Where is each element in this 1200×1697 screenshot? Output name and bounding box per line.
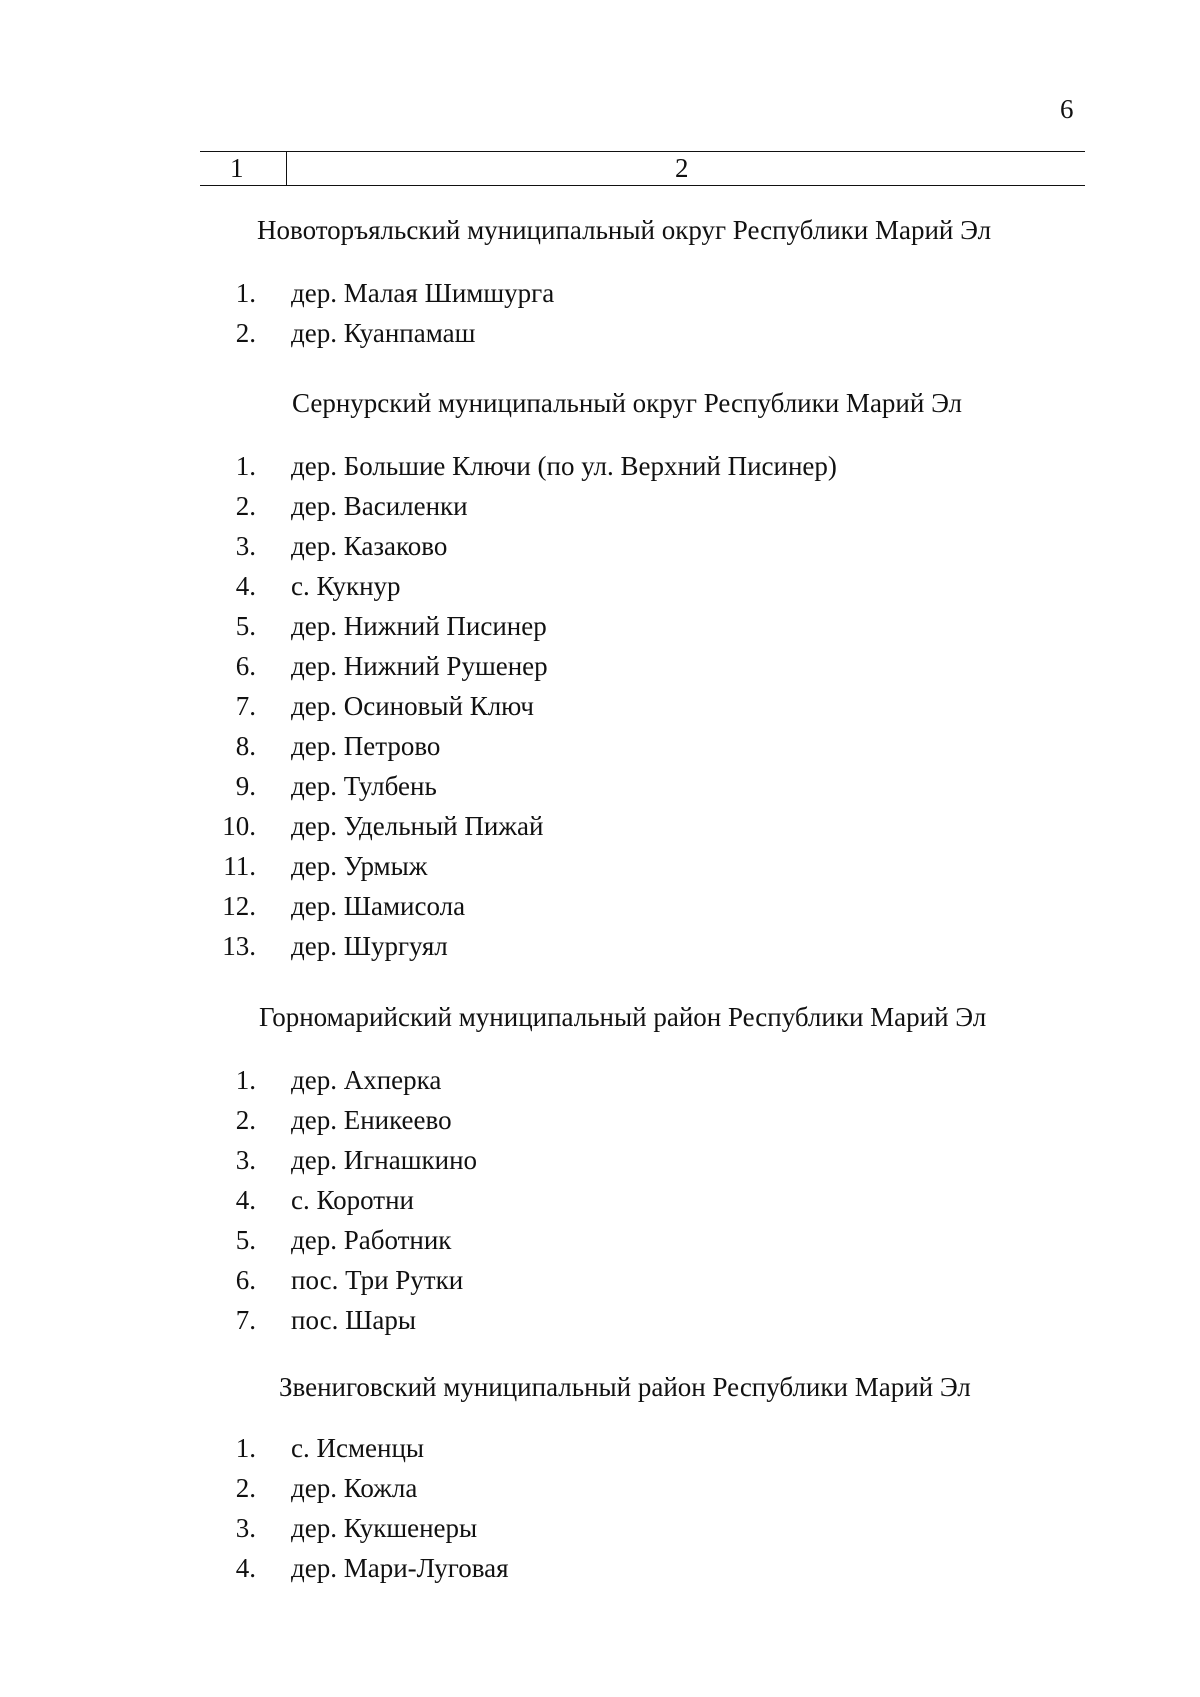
list-item-text: пос. Три Рутки <box>291 1265 464 1295</box>
list-item <box>0 1183 1000 1223</box>
list-item-number: 3. <box>235 531 256 561</box>
list-item <box>0 689 1000 729</box>
list-item-text: с. Коротни <box>291 1185 414 1215</box>
page-number: 6 <box>1060 94 1074 124</box>
list-item <box>0 809 1000 849</box>
list-item <box>0 1511 1000 1551</box>
list-item <box>0 489 1000 529</box>
list-item-number: 8. <box>235 731 256 761</box>
list-item <box>0 609 1000 649</box>
list-item <box>0 849 1000 889</box>
list-item-text: дер. Шамисола <box>291 891 466 921</box>
list-item-text: пос. Шары <box>291 1305 416 1335</box>
list-item-number: 2. <box>235 1473 256 1503</box>
list-item-number: 1. <box>235 278 256 308</box>
list-item <box>0 649 1000 689</box>
list-item <box>0 1063 1000 1103</box>
list-item-number: 4. <box>235 1185 256 1215</box>
list-item <box>0 889 1000 929</box>
list-item-text: дер. Игнашкино <box>291 1145 478 1175</box>
list-item <box>0 1263 1000 1303</box>
header-bottom-rule <box>200 185 1085 186</box>
list-item-number: 4. <box>235 1553 256 1583</box>
list-item-text: дер. Нижний Рушенер <box>291 651 548 681</box>
column-2-number: 2 <box>675 153 689 183</box>
list-item <box>0 569 1000 609</box>
list-item-number: 7. <box>235 1305 256 1335</box>
header-top-rule <box>200 151 1085 152</box>
list-item <box>0 316 1000 356</box>
header-column-divider <box>286 151 287 185</box>
list-item-text: дер. Петрово <box>291 731 441 761</box>
list-item-text: дер. Урмыж <box>291 851 428 881</box>
list-item-text: дер. Василенки <box>291 491 468 521</box>
list-item-number: 1. <box>235 451 256 481</box>
list-item-number: 1. <box>235 1065 256 1095</box>
list-item-text: дер. Шургуял <box>291 931 448 961</box>
list-item-number: 13. <box>222 931 256 961</box>
list-item-text: дер. Тулбень <box>291 771 437 801</box>
list-item <box>0 1431 1000 1471</box>
list-item <box>0 1471 1000 1511</box>
list-item-text: дер. Кожла <box>291 1473 418 1503</box>
list-item-number: 4. <box>235 571 256 601</box>
list-item-text: дер. Казаково <box>291 531 448 561</box>
list-item-text: дер. Осиновый Ключ <box>291 691 534 721</box>
column-1-number: 1 <box>230 153 244 183</box>
list-item-number: 1. <box>235 1433 256 1463</box>
list-item <box>0 529 1000 569</box>
list-item-number: 5. <box>235 611 256 641</box>
list-item-text: дер. Еникеево <box>291 1105 452 1135</box>
list-item <box>0 1103 1000 1143</box>
list-item-number: 2. <box>235 318 256 348</box>
list-item <box>0 1223 1000 1263</box>
list-item-number: 2. <box>235 1105 256 1135</box>
list-item-number: 12. <box>222 891 256 921</box>
list-item-text: дер. Кукшенеры <box>291 1513 478 1543</box>
table-header <box>200 151 1085 185</box>
list-item-number: 7. <box>235 691 256 721</box>
list-item-number: 11. <box>223 851 256 881</box>
list-item-text: дер. Большие Ключи (по ул. Верхний Писинер) <box>291 451 837 481</box>
list-item <box>0 1303 1000 1343</box>
list-item-number: 5. <box>235 1225 256 1255</box>
list-item-text: с. Кукнур <box>291 571 401 601</box>
list-item-number: 6. <box>235 1265 256 1295</box>
list-item <box>0 1143 1000 1183</box>
list-item-number: 3. <box>235 1513 256 1543</box>
list-item-text: дер. Удельный Пижай <box>291 811 544 841</box>
list-item-text: дер. Мари-Луговая <box>291 1553 509 1583</box>
list-item-number: 2. <box>235 491 256 521</box>
list-item-text: дер. Работник <box>291 1225 452 1255</box>
list-item-number: 6. <box>235 651 256 681</box>
list-item-number: 9. <box>235 771 256 801</box>
list-item <box>0 769 1000 809</box>
list-item-text: дер. Нижний Писинер <box>291 611 547 641</box>
list-item-text: дер. Малая Шимшурга <box>291 278 555 308</box>
list-item-number: 10. <box>222 811 256 841</box>
list-item-text: дер. Куанпамаш <box>291 318 476 348</box>
section-heading-text: Сернурский муниципальный округ Республики Марий Эл <box>292 388 963 418</box>
list-item <box>0 276 1000 316</box>
section-heading-text: Звениговский муниципальный район Республики Марий Эл <box>279 1372 971 1402</box>
list-item <box>0 929 1000 969</box>
list-item <box>0 729 1000 769</box>
list-item-text: с. Исменцы <box>291 1433 425 1463</box>
list-item <box>0 1551 1000 1591</box>
section-heading-text: Новоторъяльский муниципальный округ Республики Марий Эл <box>257 215 992 245</box>
list-item-number: 3. <box>235 1145 256 1175</box>
list-item <box>0 449 1000 489</box>
list-item-text: дер. Ахперка <box>291 1065 442 1095</box>
section-heading-text: Горномарийский муниципальный район Республики Марий Эл <box>259 1002 987 1032</box>
